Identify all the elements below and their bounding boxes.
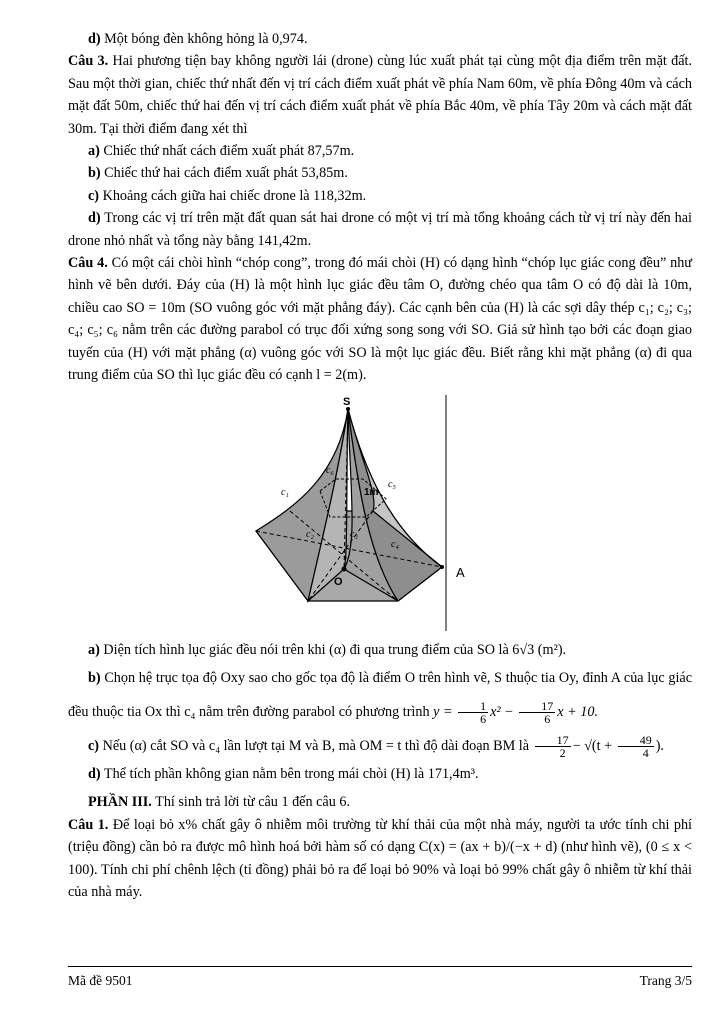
label-A: A: [456, 564, 465, 580]
q4-option-c: c) Nếu (α) cắt SO và c₄ lần lượt tại M và B, mà OM = t thì độ dài đoạn BM là $\frac{17}{2}$ − √(t + $\frac{49}{4}$ ).: [88, 733, 664, 761]
exam-code: Mã đề 9501: [68, 973, 133, 988]
q3-option-c: c) Khoảng cách giữa hai chiếc drone là 118,32m.: [88, 187, 367, 204]
b-eq-term-1: x² −: [490, 703, 514, 720]
p3-q1: Câu 1. Để loại bỏ x% chất gây ô nhiễm môi trường từ khí thải của một nhà máy, người ta ước tính chi phí (triệu đồng) cần bỏ ra được mô hình hoá bởi hàm số có dạng C(x) = (ax + b)/(−x + d) (như hình vẽ), (0 ≤ x < 100). Tính chi phí chênh lệch (tỉ đồng) phải bỏ ra để loại bỏ 90% và loại bỏ 99% chất gây ô nhiễm từ khí thải của nhà máy.: [68, 816, 692, 900]
q4-option-d: d) Thể tích phần không gian nằm bên trong mái chòi (H) là 171,4m³.: [88, 765, 479, 782]
q4-option-b: b) Chọn hệ trục tọa độ Oxy sao cho gốc tọa độ là điểm O trên hình vẽ, S thuộc tia Oy, đỉnh A của lục giác đều thuộc tia Ox thì c₄ nằm trên đường parabol có phương trình y = $\frac{1}{6}$ x² − $\frac{17}{6}$ x + 10.: [68, 669, 692, 727]
pyramid-diagram: [68, 395, 692, 635]
label-1m: 1m: [364, 486, 379, 498]
b-eq-lhs: y =: [433, 703, 453, 720]
point-A: [440, 565, 444, 569]
q3-stem: Câu 3. Hai phương tiện bay không người lái (drone) cùng lúc xuất phát tại cùng một địa điểm trên mặt đất. Sau một thời gian, chiếc thứ nhất đến vị trí cách điểm xuất phát về phía Nam 60m, về phía Đông 40m và cách mặt đất 50m, chiếc thứ hai đến vị trí cách điểm xuất phát về phía Bắc 40m, về phía Tây 20m và cách mặt đất 30m. Tại thời điểm đang xét thì: [68, 53, 692, 137]
c-eq-frac-2: $\frac{49}{4}$: [618, 734, 654, 759]
c-eq-frac-1: $\frac{17}{2}$: [535, 734, 571, 759]
b-eq-term-2: x + 10.: [557, 703, 598, 720]
label-c2: c₂: [306, 528, 314, 540]
q3-option-a: a) Chiếc thứ nhất cách điểm xuất phát 87,57m.: [88, 143, 355, 160]
c-eq-end: ).: [655, 737, 664, 754]
page-content: [68, 28, 692, 903]
label-c1: c₁: [281, 486, 289, 498]
label-c4: c₄: [391, 538, 399, 550]
label-c3: c₃: [350, 528, 358, 540]
b-eq-frac-1: $\frac{1}{6}$: [458, 700, 488, 725]
q3-option-d: d) Trong các vị trí trên mặt đất quan sát hai drone có một vị trí mà tổng khoảng cách từ vị trí này đến hai drone nhỏ nhất và tổng này bằng 141,42m.: [68, 210, 692, 249]
label-c6: c₆: [326, 464, 334, 476]
page-footer: [68, 966, 692, 989]
q4-option-a: a) Diện tích hình lục giác đều nói trên khi (α) đi qua trung điểm của SO là 6√3 (m²).: [88, 641, 567, 658]
q4-stem: Câu 4. Có một cái chòi hình “chóp cong”, trong đó mái chòi (H) có dạng hình “chóp lục giác cong đều” như hình vẽ bên dưới. Đáy của (H) là một hình lục giác đều tâm O, đường chéo qua tâm O có độ dài là 10m, chiều cao SO = 10m (SO vuông góc với mặt phẳng đáy). Các cạnh bên của (H) là các sợi dây thép c₁; c₂; c₃; c₄; c₅; c₆ nằm trên các đường parabol có trục đối xứng song song với SO. Giả sử hình tạo bởi các đoạn giao tuyến của (H) với mặt phẳng (α) vuông góc với SO là một lục giác đều. Biết rằng khi mặt phẳng (α) đi qua trung điểm của SO thì lục giác đều có cạnh l = 2(m).: [68, 255, 692, 384]
label-S: S: [343, 395, 351, 408]
curved-pyramid-figure: [68, 395, 692, 635]
c-eq-mid: − √(t +: [572, 737, 613, 754]
b-eq-frac-2: $\frac{17}{6}$: [519, 700, 555, 725]
label-O: O: [334, 575, 343, 588]
label-c5: c₅: [388, 478, 396, 490]
q2-option-d: d) Một bóng đèn không hỏng là 0,974.: [88, 31, 308, 47]
part3-heading: PHẦN III. Thí sinh trả lời từ câu 1 đến câu 6.: [88, 794, 350, 811]
page-number: Trang 3/5: [639, 973, 692, 988]
point-O: [342, 566, 347, 571]
q3-option-b: b) Chiếc thứ hai cách điểm xuất phát 53,85m.: [88, 165, 348, 182]
